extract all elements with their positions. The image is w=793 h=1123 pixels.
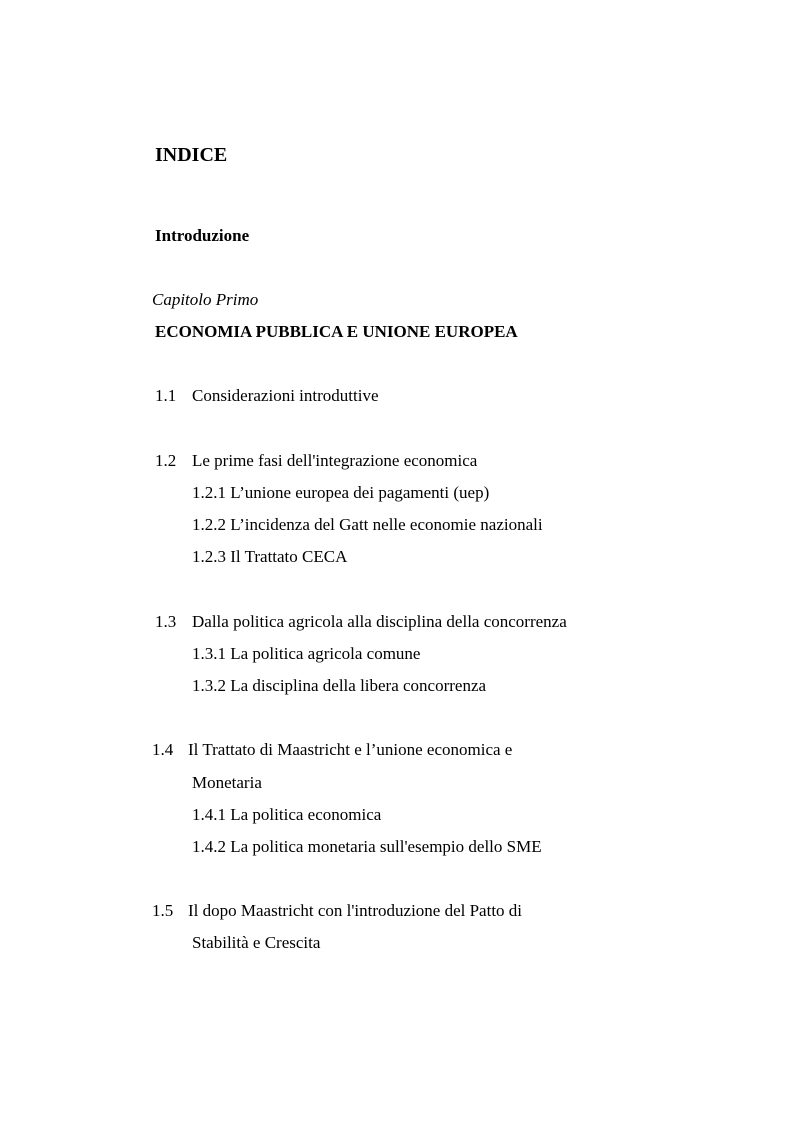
section-number: 1.4	[152, 740, 174, 759]
section-title: Considerazioni introduttive	[192, 386, 379, 405]
toc-section-1-2	[155, 451, 477, 471]
section-title: Il Trattato di Maastricht e l’unione economica e	[188, 740, 513, 759]
toc-section-1-3	[155, 612, 567, 632]
introduction-heading: Introduzione	[155, 226, 250, 245]
toc-subsection-1-2-1: 1.2.1 L’unione europea dei pagamenti (uep)	[192, 483, 490, 502]
toc-subsection-1-4-2: 1.4.2 La politica monetaria sull'esempio dello SME	[192, 837, 542, 856]
toc-subsection-1-3-2: 1.3.2 La disciplina della libera concorrenza	[192, 676, 487, 695]
toc-section-1-1	[155, 386, 379, 406]
toc-section-1-5	[152, 901, 522, 921]
section-number: 1.1	[155, 386, 177, 405]
toc-section-1-4	[152, 740, 512, 760]
toc-subsection-1-4-1: 1.4.1 La politica economica	[192, 805, 382, 824]
toc-subsection-1-2-2: 1.2.2 L’incidenza del Gatt nelle economie nazionali	[192, 515, 543, 534]
toc-section-1-5-continuation: Stabilità e Crescita	[192, 933, 321, 952]
toc-subsection-1-3-1: 1.3.1 La politica agricola comune	[192, 644, 421, 663]
toc-section-1-4-continuation: Monetaria	[192, 773, 262, 792]
section-title: Dalla politica agricola alla disciplina della concorrenza	[192, 612, 567, 631]
toc-subsection-1-2-3: 1.2.3 Il Trattato CECA	[192, 547, 348, 566]
chapter-label: Capitolo Primo	[152, 290, 259, 309]
section-number: 1.2	[155, 451, 177, 470]
section-number: 1.3	[155, 612, 177, 631]
section-title: Il dopo Maastricht con l'introduzione del Patto di	[188, 901, 523, 920]
section-number: 1.5	[152, 901, 174, 920]
section-title: Le prime fasi dell'integrazione economica	[192, 451, 478, 470]
chapter-title: ECONOMIA PUBBLICA E UNIONE EUROPEA	[155, 322, 518, 341]
index-title: INDICE	[155, 144, 228, 166]
